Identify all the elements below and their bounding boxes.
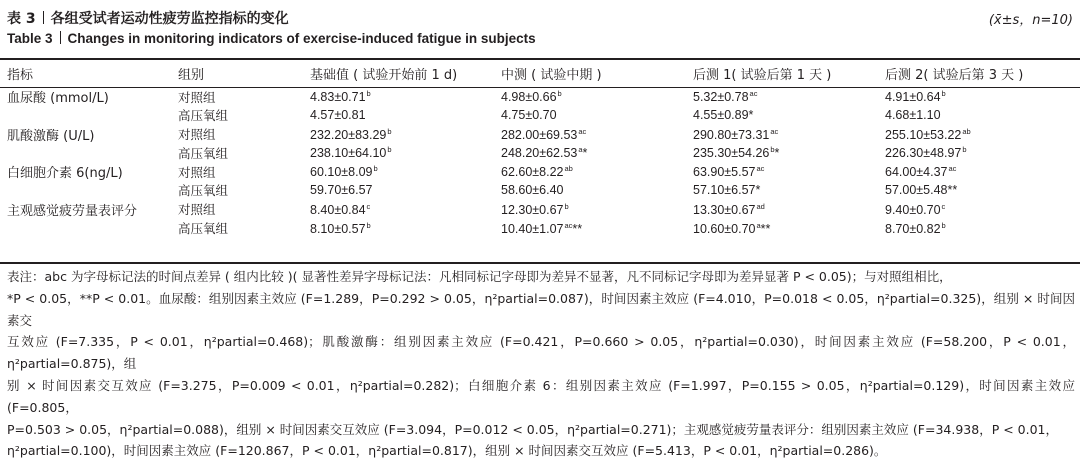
table-bottom-rule [0,262,1080,264]
row-group: 对照组 [178,127,216,143]
value-cell [885,162,1080,181]
cell-superscript: ab [962,126,971,136]
cell-value: 4.98±0.66 [501,90,557,104]
value-cell [693,200,885,219]
cell-superscript: b [557,89,562,98]
cell-significance-mark: ** [760,221,771,236]
cell-superscript: ad [756,201,765,211]
cell-superscript: b [564,201,569,211]
table-row [0,219,1080,238]
value-cell [693,144,885,163]
table-caption [7,8,1073,28]
header-indicator: 指标 [7,67,34,83]
cell-value: 64.00±4.37 [885,165,948,180]
cell-superscript: ac [578,126,587,136]
cell-value: 57.10±6.57* [693,183,761,198]
cell-superscript: ac [756,164,765,174]
value-cell [885,106,1080,125]
row-indicator [0,144,178,163]
row-group: 高压氧组 [178,145,229,161]
cell-superscript: c [366,201,371,211]
note-line: 表注：abc 为字母标记法的时间点差异 ( 组内比较 )( 显著性差异字母标记法：凡相同标记字母即为差异不显著，凡不同标记字母即为差异显著 P < 0.05)；与对照组相比， [7,269,952,284]
cell-superscript: b [770,145,775,155]
cell-value: 10.60±0.70 [693,221,756,236]
cell-superscript: ab [564,164,573,174]
table-row [0,125,1080,144]
cell-value: 255.10±53.22 [885,127,962,142]
cell-superscript: b [941,89,946,98]
cell-value: 226.30±48.97 [885,146,962,161]
value-cell [885,200,1080,219]
row-indicator: 白细胞介素 6(ng/L) [7,166,123,182]
value-cell [501,125,693,144]
header-baseline: 基础值 ( 试验开始前 1 d) [310,67,458,83]
value-cell [310,87,501,106]
header-midterm: 中测 ( 试验中期 ) [501,67,602,83]
table-row [0,106,1080,125]
cell-superscript: ac [948,164,957,174]
cell-value: 4.68±1.10 [885,108,941,123]
caption-stat-note: (x̄±s，n=10) [988,13,1073,28]
table-row [0,181,1080,200]
value-cell [501,144,693,163]
cell-superscript: ac [564,220,573,230]
note-line: *P < 0.05，**P < 0.01。血尿酸：组别因素主效应 (F=1.289，P=0.292 > 0.05，η²partial=0.087)，时间因素主效应 (F=4.010，P=0.018 < 0.05，η²partial=0.325)，组别 × 时间因素交 [7,290,1075,328]
caption-separator [43,11,44,24]
cell-value: 232.20±83.29 [310,127,387,142]
table-body [0,87,1080,237]
header-post2: 后测 2( 试验后第 3 天 ) [885,67,1024,83]
caption-en-text: Changes in monitoring indicators of exercise-induced fatigue in subjects [67,31,536,46]
row-indicator [0,181,178,200]
note-line: η²partial=0.100)，时间因素主效应 (F=120.867，P < 0.01，η²partial=0.817)，组别 × 时间因素交互效应 (F=5.413，P < 0.01，η²partial=0.286)。 [7,443,887,459]
value-cell [885,219,1080,238]
row-indicator: 血尿酸 (mmol/L) [7,91,109,106]
cell-significance-mark: ** [572,221,583,236]
cell-superscript: b [387,126,392,136]
cell-value: 4.91±0.64 [885,90,941,104]
cell-superscript: a [756,220,761,230]
cell-value: 4.55±0.89* [693,108,754,123]
value-cell [885,125,1080,144]
row-group: 高压氧组 [178,108,229,124]
value-cell [501,181,693,200]
cell-superscript: b [366,89,371,98]
cell-value: 235.30±54.26 [693,146,770,161]
cell-superscript: b [941,220,946,230]
value-cell [693,162,885,181]
cell-value: 290.80±73.31 [693,127,770,142]
row-indicator: 主观感觉疲劳量表评分 [7,203,138,219]
row-group: 对照组 [178,164,216,180]
caption-separator [60,31,61,44]
cell-superscript: c [941,201,946,211]
cell-value: 63.90±5.57 [693,165,756,180]
value-cell [501,162,693,181]
note-line: 别 × 时间因素交互效应 (F=3.275，P=0.009 < 0.01，η²partial=0.282)；白细胞介素 6：组别因素主效应 (F=1.997，P=0.155 > 0.05，η²partial=0.129)，时间因素主效应 (F=0.805， [7,377,1075,415]
cell-superscript: b [962,145,967,155]
cell-value: 57.00±5.48** [885,183,958,198]
row-indicator [0,219,178,238]
cell-superscript: a [578,145,583,155]
cell-value: 238.10±64.10 [310,146,387,161]
cell-value: 13.30±0.67 [693,202,756,217]
value-cell [310,144,501,163]
cell-significance-mark: * [582,146,588,161]
table-row [0,162,1080,181]
value-cell [885,181,1080,200]
note-line: 互效应 (F=7.335，P < 0.01，η²partial=0.468)；肌酸激酶：组别因素主效应 (F=0.421，P=0.660 > 0.05，η²partial=0.030)，时间因素主效应 (F=58.200，P < 0.01，η²partial=0.875)，组 [7,334,1075,372]
cell-value: 4.57±0.81 [310,108,366,123]
cell-superscript: ac [770,126,779,136]
table-row [0,200,1080,219]
value-cell [693,106,885,125]
value-cell [310,200,501,219]
row-group: 对照组 [178,202,216,218]
cell-value: 5.32±0.78 [693,90,749,104]
cell-value: 60.10±8.09 [310,165,373,180]
cell-superscript: b [373,164,378,174]
cell-value: 62.60±8.22 [501,165,564,180]
value-cell [501,106,693,125]
table-row [0,144,1080,163]
caption-cn-text: 各组受试者运动性疲劳监控指标的变化 [50,11,289,27]
value-cell [501,200,693,219]
table-notes [7,266,1075,462]
caption-cn-label: 表 3 [7,11,36,27]
cell-superscript: b [366,220,371,230]
value-cell [310,162,501,181]
value-cell [501,219,693,238]
header-group: 组别 [178,67,205,83]
cell-value: 59.70±6.57 [310,183,373,198]
data-table [0,59,1080,237]
cell-value: 248.20±62.53 [501,146,578,161]
row-indicator [0,106,178,125]
value-cell [693,87,885,106]
table-row [0,87,1080,106]
cell-value: 8.40±0.84 [310,202,366,217]
value-cell [310,125,501,144]
cell-value: 58.60±6.40 [501,183,564,198]
cell-significance-mark: * [774,146,780,161]
value-cell [885,87,1080,106]
value-cell [693,125,885,144]
value-cell [310,106,501,125]
caption-en-label: Table 3 [7,31,53,46]
cell-value: 4.83±0.71 [310,90,366,104]
caption-cn [7,8,289,28]
cell-value: 8.70±0.82 [885,221,941,236]
caption-en [7,31,536,46]
row-indicator: 肌酸激酶 (U/L) [7,128,95,144]
cell-superscript: b [387,145,392,155]
header-post1: 后测 1( 试验后第 1 天 ) [693,67,832,83]
cell-value: 4.75±0.70 [501,108,557,123]
table-header-row [0,59,1080,87]
cell-value: 10.40±1.07 [501,221,564,236]
cell-value: 8.10±0.57 [310,221,366,236]
cell-value: 12.30±0.67 [501,202,564,217]
cell-superscript: ac [749,89,758,98]
value-cell [693,219,885,238]
row-group: 高压氧组 [178,221,229,237]
value-cell [885,144,1080,163]
value-cell [310,219,501,238]
cell-value: 9.40±0.70 [885,202,941,217]
value-cell [501,87,693,106]
value-cell [310,181,501,200]
row-group: 高压氧组 [178,183,229,199]
value-cell [693,181,885,200]
cell-value: 282.00±69.53 [501,127,578,142]
row-group: 对照组 [178,89,216,105]
note-line: P=0.503 > 0.05，η²partial=0.088)，组别 × 时间因素交互效应 (F=3.094，P=0.012 < 0.05，η²partial=0.271)；主观感觉疲劳量表评分：组别因素主效应 (F=34.938，P < 0.01， [7,421,1058,437]
